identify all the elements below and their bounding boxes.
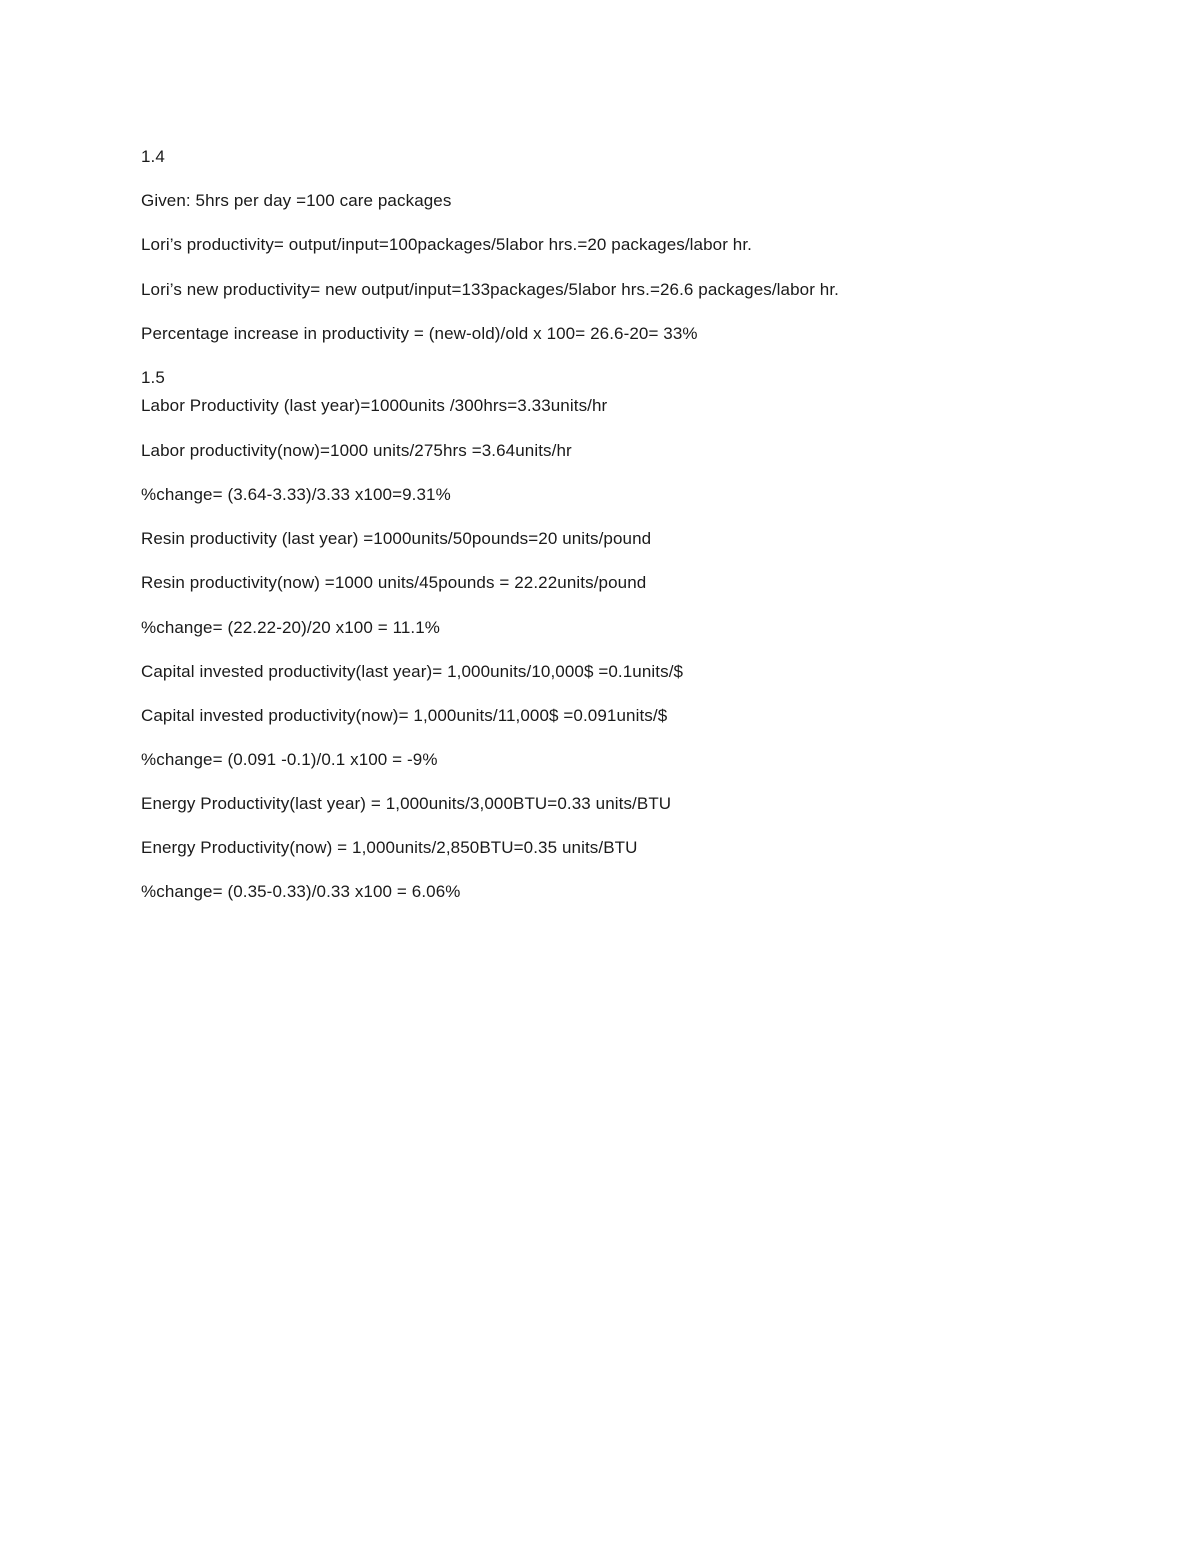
text-line: Given: 5hrs per day =100 care packages (141, 191, 452, 210)
text-line: %change= (0.35-0.33)/0.33 x100 = 6.06% (141, 882, 461, 901)
text-line: Percentage increase in productivity = (new-old)/old x 100= 26.6-20= 33% (141, 324, 698, 343)
text-line: Capital invested productivity(now)= 1,000units/11,000$ =0.091units/$ (141, 706, 668, 725)
text-line: Lori’s productivity= output/input=100packages/5labor hrs.=20 packages/labor hr. (141, 235, 753, 254)
text-line: %change= (0.091 -0.1)/0.1 x100 = -9% (141, 750, 438, 769)
text-line: Resin productivity (last year) =1000units/50pounds=20 units/pound (141, 529, 652, 548)
text-line: Labor productivity(now)=1000 units/275hrs =3.64units/hr (141, 441, 572, 460)
text-line: Resin productivity(now) =1000 units/45pounds = 22.22units/pound (141, 573, 647, 592)
section-heading-1-5: 1.5 (141, 368, 165, 387)
text-line: Energy Productivity(last year) = 1,000units/3,000BTU=0.33 units/BTU (141, 794, 672, 813)
text-line: Capital invested productivity(last year)= 1,000units/10,000$ =0.1units/$ (141, 662, 684, 681)
section-heading-1-4: 1.4 (141, 147, 165, 166)
text-line: Labor Productivity (last year)=1000units /300hrs=3.33units/hr (141, 396, 608, 415)
text-line: Energy Productivity(now) = 1,000units/2,850BTU=0.35 units/BTU (141, 838, 638, 857)
text-line: %change= (22.22-20)/20 x100 = 11.1% (141, 618, 441, 637)
text-line: Lori’s new productivity= new output/input=133packages/5labor hrs.=26.6 packages/labor hr. (141, 280, 840, 299)
text-line: %change= (3.64-3.33)/3.33 x100=9.31% (141, 485, 451, 504)
